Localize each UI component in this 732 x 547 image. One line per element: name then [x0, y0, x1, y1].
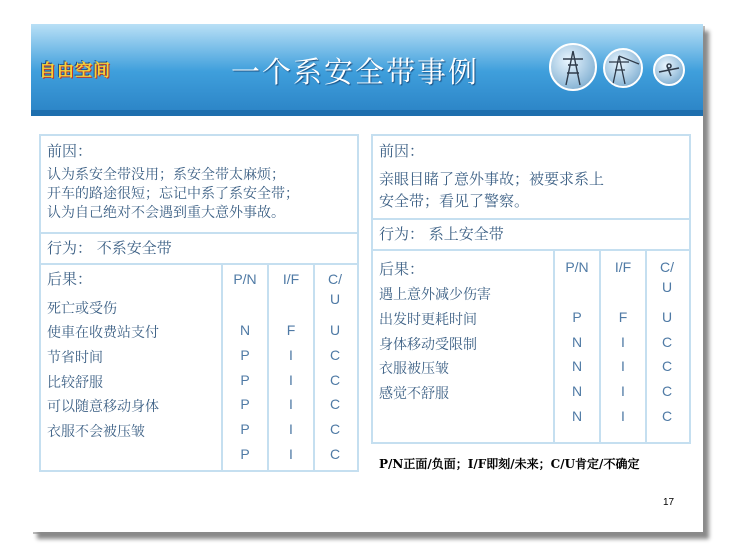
- if-value: F: [286, 322, 296, 338]
- cu-value: C: [661, 408, 673, 424]
- divider: [373, 249, 689, 251]
- behavior-text: 行为： 系上安全带: [379, 225, 504, 243]
- cu-value: C: [329, 347, 341, 363]
- premise-line: 开车的路途很短；忘记中系了系安全带；: [47, 186, 299, 202]
- seatbelt-panel: [371, 134, 691, 444]
- power-lines-icon: [603, 48, 643, 88]
- pn-value: N: [571, 358, 583, 374]
- consequence-text: 感觉不舒服: [379, 386, 449, 402]
- cu-value: C: [661, 358, 673, 374]
- pn-value: N: [571, 383, 583, 399]
- cu-value: U: [329, 322, 341, 338]
- slide-title: 一个系安全带事例: [231, 55, 480, 89]
- consequence-text: 死亡或受伤: [47, 301, 117, 317]
- no-seatbelt-panel: [39, 134, 359, 472]
- column-header-cu: [315, 269, 355, 309]
- pn-value: P: [240, 347, 250, 363]
- consequence-text: 比较舒服: [47, 375, 103, 391]
- cu-value: C: [329, 372, 341, 388]
- pn-value: N: [571, 408, 583, 424]
- divider: [41, 232, 357, 234]
- column-divider: [221, 265, 223, 470]
- cu-line2: U: [661, 279, 673, 295]
- cu-line2: U: [329, 291, 341, 307]
- pn-value: P: [240, 421, 250, 437]
- cu-value: C: [329, 396, 341, 412]
- if-value: I: [289, 347, 293, 363]
- cu-line1: C/: [328, 271, 342, 287]
- premise-label: 前因：: [47, 142, 93, 160]
- pn-value: P: [240, 372, 250, 388]
- column-divider: [267, 265, 269, 470]
- column-header-if: I/F: [282, 271, 300, 287]
- header-stripe: [31, 110, 703, 116]
- column-header-pn: P/N: [233, 271, 257, 287]
- if-value: F: [618, 309, 628, 325]
- column-header-pn: P/N: [565, 259, 589, 275]
- premise-line: 认为自己绝对不会遇到重大意外事故。: [47, 205, 285, 221]
- premise-line: 认为系安全带没用；系安全带太麻烦；: [47, 167, 285, 183]
- consequence-label: 后果：: [47, 270, 93, 288]
- premise-line: 亲眼目睹了意外事故；被要求系上: [379, 170, 605, 188]
- cu-value: C: [329, 421, 341, 437]
- pn-value: P: [572, 309, 582, 325]
- pn-value: N: [571, 334, 583, 350]
- pn-value: P: [240, 446, 250, 462]
- consequence-text: 节省时间: [47, 350, 103, 366]
- consequence-text: 出发时更耗时间: [379, 312, 477, 328]
- slide: [31, 24, 703, 532]
- if-value: I: [621, 408, 625, 424]
- if-value: I: [289, 421, 293, 437]
- page-number: 17: [663, 497, 675, 508]
- pn-value: N: [239, 322, 251, 338]
- cu-value: C: [661, 334, 673, 350]
- if-value: I: [289, 396, 293, 412]
- consequence-text: 衣服不会被压皱: [47, 424, 145, 440]
- pn-value: P: [240, 396, 250, 412]
- consequence-text: 使車在收费站支付: [47, 325, 159, 341]
- consequence-label: 后果：: [379, 260, 425, 278]
- cu-line1: C/: [660, 259, 674, 275]
- legend-text: P/N正面/负面；I/F即刻/未来；C/U肯定/不确定: [379, 457, 640, 471]
- consequence-text: 可以随意移动身体: [47, 399, 159, 415]
- if-value: I: [289, 446, 293, 462]
- if-value: I: [621, 358, 625, 374]
- premise-line: 安全带；看见了警察。: [379, 192, 530, 210]
- power-tower-icon: [549, 43, 597, 91]
- column-header-if: I/F: [614, 259, 632, 275]
- if-value: I: [621, 334, 625, 350]
- divider: [41, 263, 357, 265]
- worker-icon: [653, 54, 685, 86]
- premise-label: 前因：: [379, 142, 425, 160]
- divider: [373, 218, 689, 220]
- consequence-text: 遇上意外减少伤害: [379, 287, 491, 303]
- if-value: I: [289, 372, 293, 388]
- consequence-text: 衣服被压皱: [379, 361, 449, 377]
- cu-value: C: [329, 446, 341, 462]
- cu-value: C: [661, 383, 673, 399]
- consequence-text: 身体移动受限制: [379, 337, 477, 353]
- logo: 自由空间: [39, 61, 111, 81]
- behavior-text: 行为： 不系安全带: [47, 239, 172, 257]
- cu-value: U: [661, 309, 673, 325]
- column-header-cu: [647, 257, 687, 297]
- if-value: I: [621, 383, 625, 399]
